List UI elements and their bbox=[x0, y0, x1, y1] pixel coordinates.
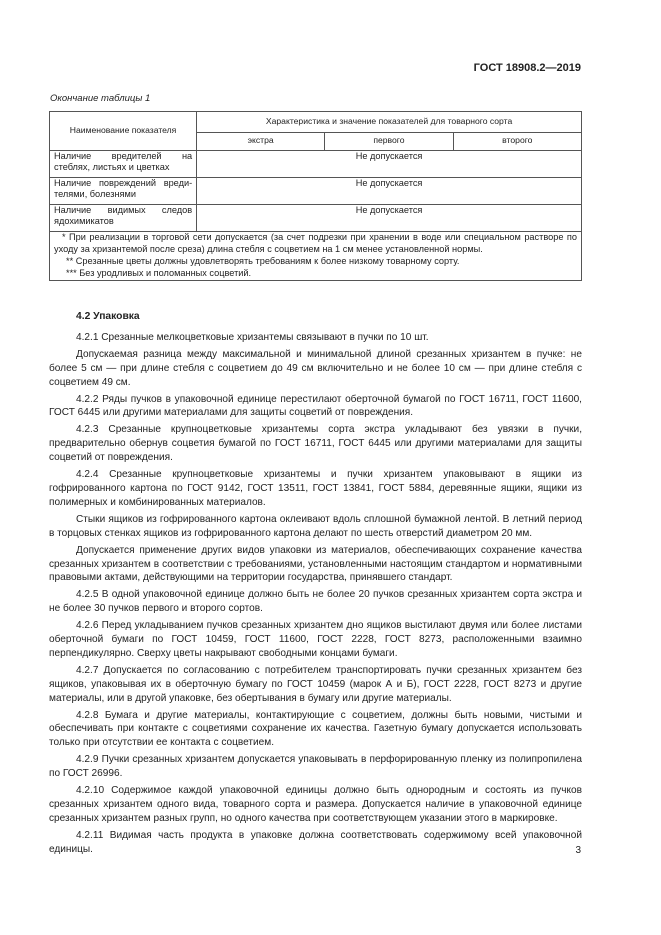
sub-header-second: второго bbox=[453, 132, 581, 150]
row-value: Не допускается bbox=[197, 151, 582, 178]
table-note: ** Срезанные цветы должны удовлетворять требованиям к более низкому товарному сорту. bbox=[66, 255, 460, 266]
table-notes bbox=[50, 232, 582, 281]
paragraph: Стыки ящиков из гофрированного картона оклеивают вдоль сплошной бумажной лентой. В летний период в торцовых стенках ящиков из гофрированного картона делают по шесть отверстий диаметром 20 мм. bbox=[49, 513, 582, 539]
paragraph: 4.2.1 Срезанные мелкоцветковые хризантемы связывают в пучки по 10 шт. bbox=[76, 331, 429, 343]
paragraph: 4.2.7 Допускается по согласованию с потребителем транспортировать пучки срезанных хризантем без ящиков, упаковывая их в оберточную бумагу по ГОСТ 10459 (марок А и Б), ГОСТ 2228, ГОСТ 8273 и другие материалы, или в другой упаковке, без обертывания в бумагу или другие материалы. bbox=[49, 664, 582, 704]
spec-table bbox=[49, 111, 582, 281]
row-name: Наличие видимых следов ядохимикатов bbox=[50, 205, 197, 232]
paragraph: 4.2.8 Бумага и другие материалы, контактирующие с соцветием, должны быть новыми, чистыми и обеспечивать при контакте с соцветиями сохранение их качества. Газетную бумагу допускается использовать только при отсутствии ее контакта с соцветием. bbox=[49, 709, 582, 749]
section-title: 4.2 Упаковка bbox=[76, 311, 140, 322]
paragraph: 4.2.5 В одной упаковочной единице должно быть не более 20 пучков срезанных хризантем сорта экстра и не более 30 пучков первого и второго сортов. bbox=[49, 589, 582, 615]
row-name: Наличие повреждений вреди-телями, болезнями bbox=[50, 178, 197, 205]
table-row bbox=[50, 205, 582, 232]
paragraph: 4.2.3 Срезанные крупноцветковые хризантемы сорта экстра укладывают без увязки в пучки, предварительно обернув соцветия бумагой по ГОСТ 16711, ГОСТ 6445 или другими материалами для защиты соцветий от повреждения. bbox=[49, 424, 582, 464]
paragraph: 4.2.6 Перед укладыванием пучков срезанных хризантем дно ящиков выстилают двумя или более листами оберточной бумаги по ГОСТ 10459, ГОСТ 11600, ГОСТ 2228, ГОСТ 8273, расположенными взаимно перпендикулярно. Сверху цветы накрывают свободными концами бумаги. bbox=[49, 620, 582, 659]
table-note: *** Без уродливых и поломанных соцветий. bbox=[66, 267, 252, 278]
paragraph: 4.2.9 Пучки срезанных хризантем допускается упаковывать в перфорированную пленку из полипропилена по ГОСТ 26996. bbox=[49, 754, 582, 780]
col-name-header: Наименование показателя bbox=[50, 112, 197, 151]
section-body bbox=[49, 310, 582, 860]
paragraph: 4.2.11 Видимая часть продукта в упаковке должна соответствовать содержимому всей упаковочной единицы. bbox=[49, 829, 582, 855]
table-caption: Окончание таблицы 1 bbox=[50, 93, 151, 104]
paragraph: 4.2.10 Содержимое каждой упаковочной единицы должно быть однородным и состоять из пучков срезанных хризантем одного вида, товарного сорта и размера. Допускается наличие в упаковочной единице срезанных хризантем разных групп, но одного качества при соответствующем указании этого в маркировке. bbox=[49, 785, 582, 824]
sub-header-first: первого bbox=[325, 132, 453, 150]
row-name: Наличие вредителей на стеблях, листьях и цветках bbox=[50, 151, 197, 178]
paragraph: 4.2.2 Ряды пучков в упаковочной единице перестилают оберточной бумагой по ГОСТ 16711, ГОСТ 11600, ГОСТ 6445 или другими материалами для защиты соцветий от повреждения. bbox=[49, 393, 582, 419]
paragraph: Допускаемая разница между максимальной и минимальной длиной срезанных хризантем в пучке: не более 5 см — при длине стебля с соцветием до 49 см включительно и не более 10 см — при длине стебля с соцветием 49 см. bbox=[49, 348, 582, 388]
table-row bbox=[50, 151, 582, 178]
paragraph: Допускается применение других видов упаковки из материалов, обеспечивающих сохранение качества срезанных хризантем в соответствии с требованиями, установленными настоящим стандартом и нормативными правовыми актами, действующими на территории государства, принявшего стандарт. bbox=[49, 544, 582, 584]
row-value: Не допускается bbox=[197, 205, 582, 232]
table-note: * При реализации в торговой сети допускается (за счет подрезки при хранении в воде или специальном растворе по уходу за хризантемой после среза) длина стебля с соцветием на 1 см менее установленной нормы. bbox=[54, 232, 577, 254]
table-row bbox=[50, 178, 582, 205]
row-value: Не допускается bbox=[197, 178, 582, 205]
paragraph: 4.2.4 Срезанные крупноцветковые хризантемы и пучки хризантем упаковывают в ящики из гофрированного картона по ГОСТ 9142, ГОСТ 13511, ГОСТ 13841, ГОСТ 5884, деревянные ящики, ящики из полимерных и комбинированных материалов. bbox=[49, 469, 582, 508]
document-code: ГОСТ 18908.2—2019 bbox=[473, 62, 581, 74]
page-number: 3 bbox=[575, 845, 581, 856]
col-char-header: Характеристика и значение показателей для товарного сорта bbox=[197, 112, 582, 133]
sub-header-extra: экстра bbox=[197, 132, 325, 150]
